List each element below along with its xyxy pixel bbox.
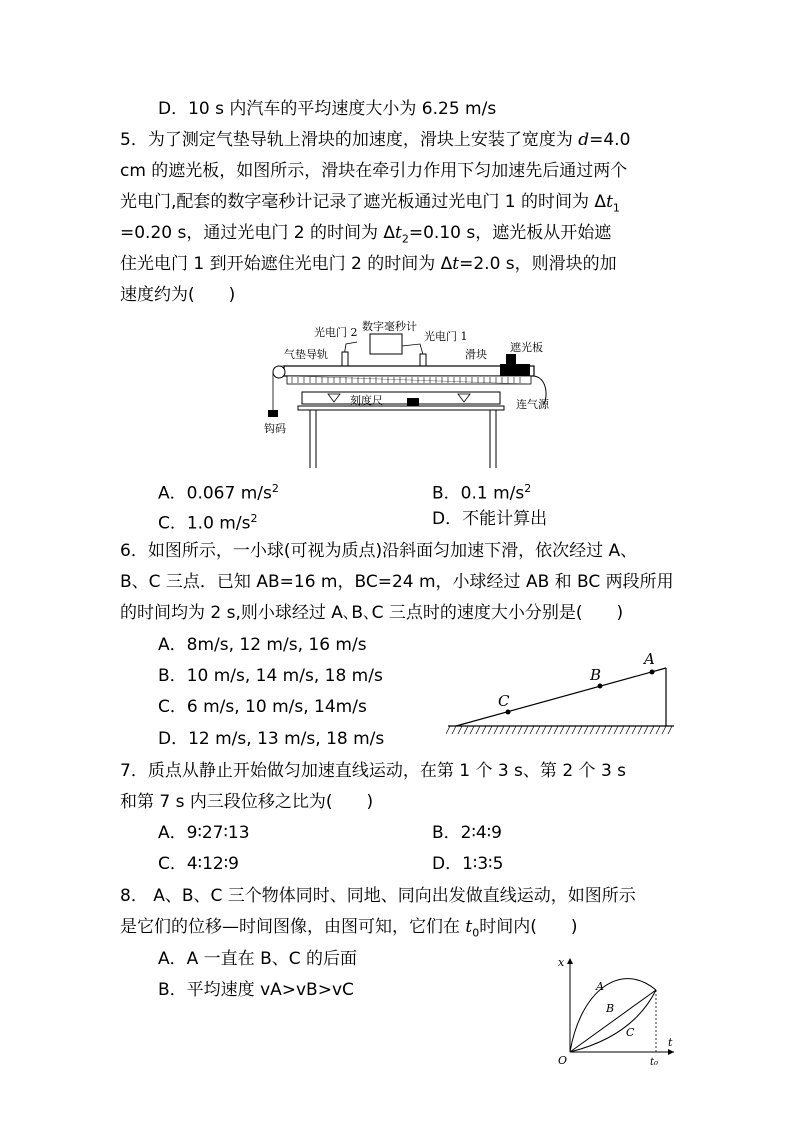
graph-t0: t₀ xyxy=(650,1057,659,1068)
q8-line1: 8． A、B、C 三个物体同时、同地、同向出发做直线运动，如图所示 xyxy=(120,886,636,906)
label-gate2: 光电门 2 xyxy=(314,326,358,339)
air-track-figure xyxy=(262,318,552,468)
q7-option-b[interactable]: B．2∶4∶9 xyxy=(432,823,502,843)
graph-curve-a: A xyxy=(596,980,604,993)
label-weight: 钩码 xyxy=(264,422,286,435)
q5-line5: 住光电门 1 到开始遮住光电门 2 的时间为 Δt=2.0 s，则滑块的加 xyxy=(120,254,617,274)
q5-option-a[interactable]: A．0.067 $m/s^2$ xyxy=(158,482,279,504)
label-rail: 气垫导轨 xyxy=(284,348,328,361)
q5-option-d[interactable]: D．不能计算出 xyxy=(432,509,548,529)
q6-line3: 的时间均为 2 s,则小球经过 A､B､C 三点时的速度大小分别是( ) xyxy=(120,603,624,623)
incline-label-b: B xyxy=(590,666,602,684)
q7-option-d[interactable]: D．1∶3∶5 xyxy=(432,854,504,874)
graph-axis-x: x xyxy=(558,956,565,969)
q8-line2: 是它们的位移—时间图像，由图可知，它们在 $t_0$时间内( ) xyxy=(120,917,578,940)
q4-option-d: D．10 s 内汽车的平均速度大小为 6.25 m/s xyxy=(158,99,497,119)
label-ruler: 刻度尺 xyxy=(350,394,383,407)
label-timer: 数字毫秒计 xyxy=(362,320,417,333)
q5-line1: 5．为了测定气垫导轨上滑块的加速度，滑块上安装了宽度为 d=4.0 xyxy=(120,130,631,150)
q7-line1: 7．质点从静止开始做匀加速直线运动，在第 1 个 3 s、第 2 个 3 s xyxy=(120,761,627,781)
q7-line2: 和第 7 s 内三段位移之比为( ) xyxy=(120,792,374,812)
q6-option-c[interactable]: C．6 m/s, 10 m/s, 14m/s xyxy=(158,697,367,717)
label-slider: 滑块 xyxy=(465,348,487,361)
q6-option-a[interactable]: A．8m/s, 12 m/s, 16 m/s xyxy=(158,635,367,655)
graph-axis-t: t xyxy=(668,1036,673,1049)
position-time-graph xyxy=(550,952,680,1068)
q5-line3: 光电门,配套的数字毫秒计记录了遮光板通过光电门 1 的时间为 $\Delta t_1$ xyxy=(120,192,620,215)
q5-line4: =0.20 s，通过光电门 2 的时间为 $\Delta t_2=0.10$ s，遮光板从开始遮 xyxy=(120,223,612,246)
incline-figure xyxy=(446,648,678,740)
q5-line2: cm 的遮光板，如图所示，滑块在牵引力作用下匀加速先后通过两个 xyxy=(120,161,628,181)
graph-curve-c: C xyxy=(626,1026,635,1039)
graph-origin: O xyxy=(558,1054,568,1067)
graph-curve-b: B xyxy=(606,1002,615,1015)
label-shade: 遮光板 xyxy=(510,341,543,354)
q6-option-b[interactable]: B．10 m/s, 14 m/s, 18 m/s xyxy=(158,666,383,686)
incline-label-a: A xyxy=(644,650,655,668)
q5-option-b[interactable]: B．0.1 $m/s^2$ xyxy=(432,482,532,504)
q6-line1: 6．如图所示，一小球(可视为质点)沿斜面匀加速下滑，依次经过 A、 xyxy=(120,541,638,561)
q7-option-a[interactable]: A．9∶27∶13 xyxy=(158,823,250,843)
q5-option-c[interactable]: C．1.0 $m/s^2$ xyxy=(158,512,258,534)
q8-option-b[interactable]: B．平均速度 vA>vB>vC xyxy=(158,980,354,1000)
label-gate1: 光电门 1 xyxy=(424,330,468,343)
label-air: 连气源 xyxy=(516,398,549,411)
q5-line6: 速度约为( ) xyxy=(120,285,236,305)
q7-option-c[interactable]: C．4∶12∶9 xyxy=(158,854,239,874)
q8-option-a[interactable]: A．A 一直在 B、C 的后面 xyxy=(158,949,358,969)
incline-label-c: C xyxy=(498,692,510,710)
q6-line2: B、C 三点．已知 AB=16 m，BC=24 m，小球经过 AB 和 BC 两段所用 xyxy=(120,572,674,592)
q6-option-d[interactable]: D．12 m/s, 13 m/s, 18 m/s xyxy=(158,729,385,749)
